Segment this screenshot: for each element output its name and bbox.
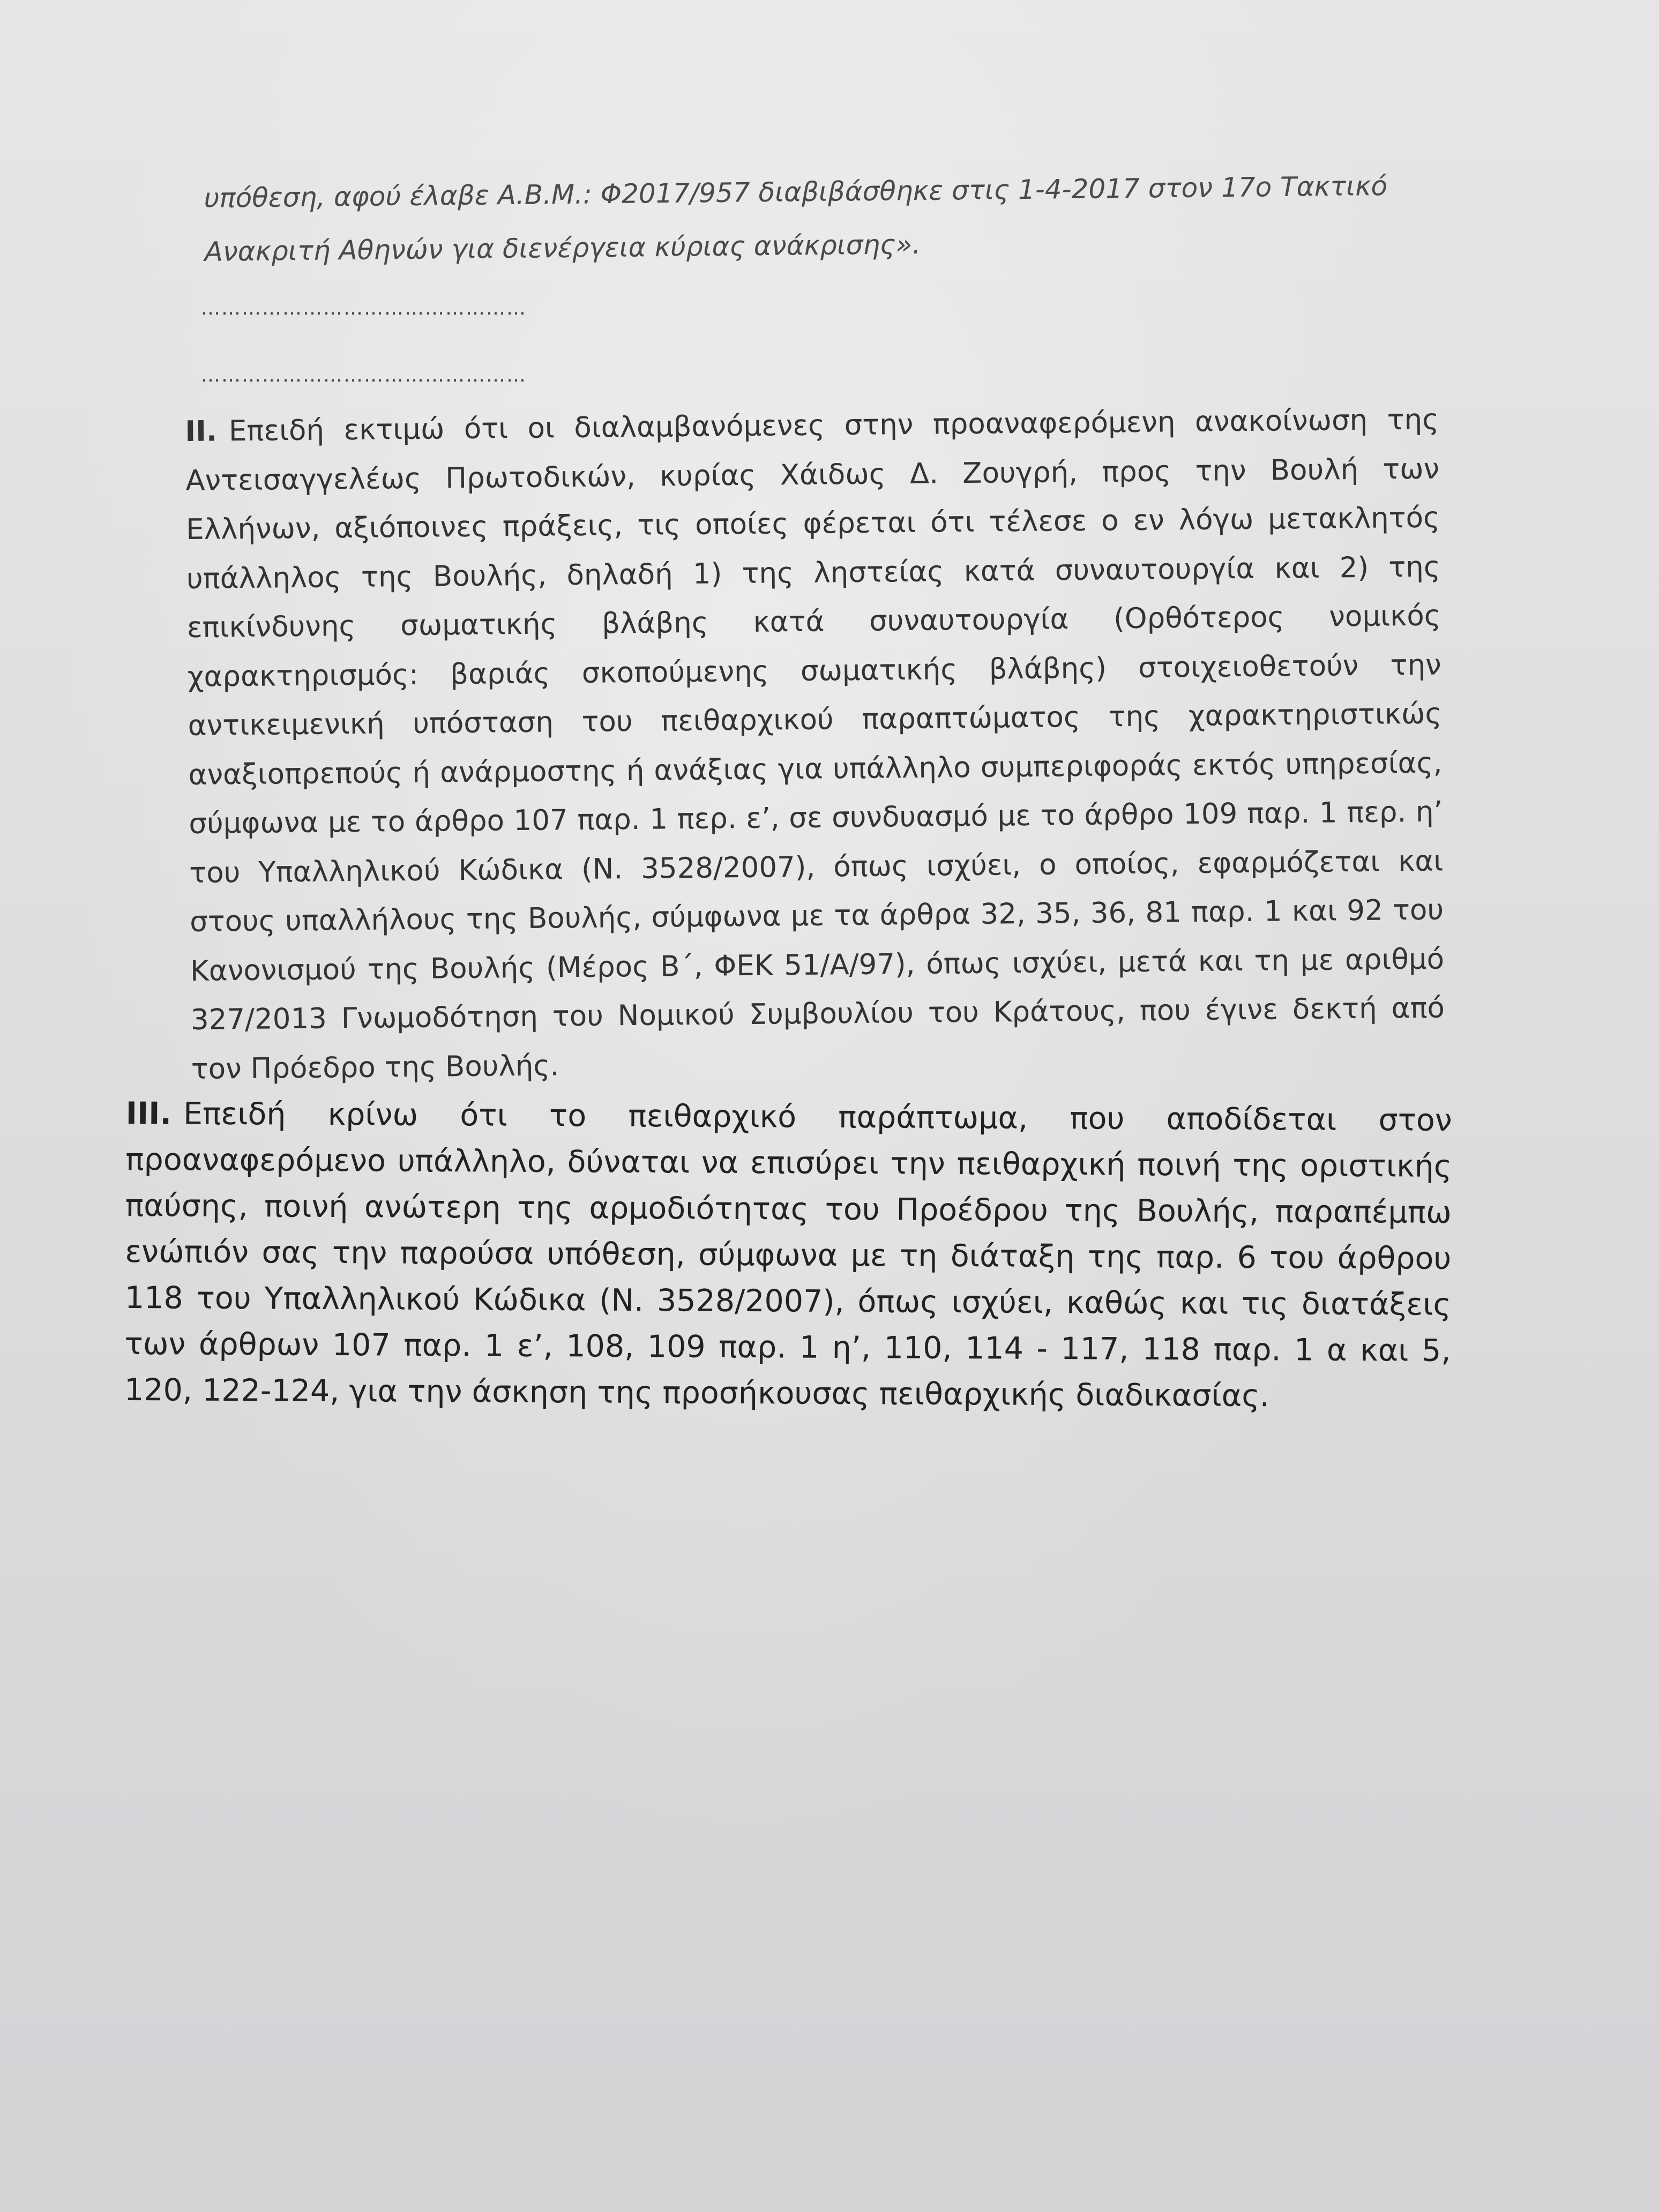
- section-iii: [124, 1090, 1452, 1420]
- ellipsis-line: …………………………………………: [201, 364, 527, 386]
- section-iii-text: Επειδή κρίνω ότι το πειθαρχικό παράπτωμα, που αποδίδεται στον προαναφερόμενο υπάλληλο, δύναται να επισύρει την πειθαρχική ποινή της οριστικής παύσης, ποινή ανώτερη της αρμοδιότητας του Προέδρου της Βουλής, παραπέμπω ενώπιόν σας την παρούσα υπόθεση, σύμφωνα με τη διάταξη της παρ. 6 του άρθρου 118 του Υπαλληλικού Κώδικα (Ν. 3528/2007), όπως ισχύει, καθώς και τις διατάξεις των άρθρων 107 παρ. 1 ε’, 108, 109 παρ. 1 η’, 110, 114 - 117, 118 παρ. 1 α και 5, 120, 122-124, για την άσκηση της προσήκουσας πειθαρχικής διαδικασίας.: [124, 1096, 1452, 1414]
- ellipsis-line: …………………………………………: [201, 297, 527, 319]
- quoted-paragraph: [204, 159, 1437, 279]
- section-ii-paragraph: [185, 395, 1445, 1094]
- section-number: III.: [125, 1095, 172, 1132]
- section-ii-text: Επειδή εκτιμώ ότι οι διαλαμβανόμενες στην προαναφερόμενη ανακοίνωση της Αντεισαγγελέως Πρωτοδικών, κυρίας Χάιδως Δ. Ζουγρή, προς την Βουλή των Ελλήνων, αξιόποινες πράξεις, τις οποίες φέρεται ότι τέλεσε ο εν λόγω μετακλητός υπάλληλος της Βουλής, δηλαδή 1) της ληστείας κατά συναυτουργία και 2) της επικίνδυνης σωματικής βλάβης κατά συναυτουργία (Ορθότερος νομικός χαρακτηρισμός: βαριάς σκοπούμενης σωματικής βλάβης) στοιχειοθετούν την αντικειμενική υπόσταση του πειθαρχικού παραπτώματος της χαρακτηριστικώς αναξιοπρεπούς ή ανάρμοστης ή ανάξιας για υπάλληλο συμπεριφοράς εκτός υπηρεσίας, σύμφωνα με το άρθρο 107 παρ. 1 περ. ε’, σε συνδυασμό με το άρθρο 109 παρ. 1 περ. η’ του Υπαλληλικού Κώδικα (Ν. 3528/2007), όπως ισχύει, ο οποίος, εφαρμόζεται και στους υπαλλήλους της Βουλής, σύμφωνα με τα άρθρα 32, 35, 36, 81 παρ. 1 και 92 του Κανονισμού της Βουλής (Μέρος Β΄, ΦΕΚ 51/Α/97), όπως ισχύει, μετά και τη με αριθμό 327/2013 Γνωμοδότηση του Νομικού Συμβουλίου του Κράτους, που έγινε δεκτή από τον Πρόεδρο της Βουλής.: [185, 403, 1445, 1086]
- section-number: II.: [185, 415, 218, 448]
- section-ii: [185, 395, 1445, 1094]
- quoted-text: υπόθεση, αφού έλαβε Α.Β.Μ.: Φ2017/957 διαβιβάσθηκε στις 1-4-2017 στον 17ο Τακτικό Ανακριτή Αθηνών για διενέργεια κύριας ανάκρισης».: [204, 170, 1388, 267]
- section-iii-paragraph: [124, 1090, 1452, 1420]
